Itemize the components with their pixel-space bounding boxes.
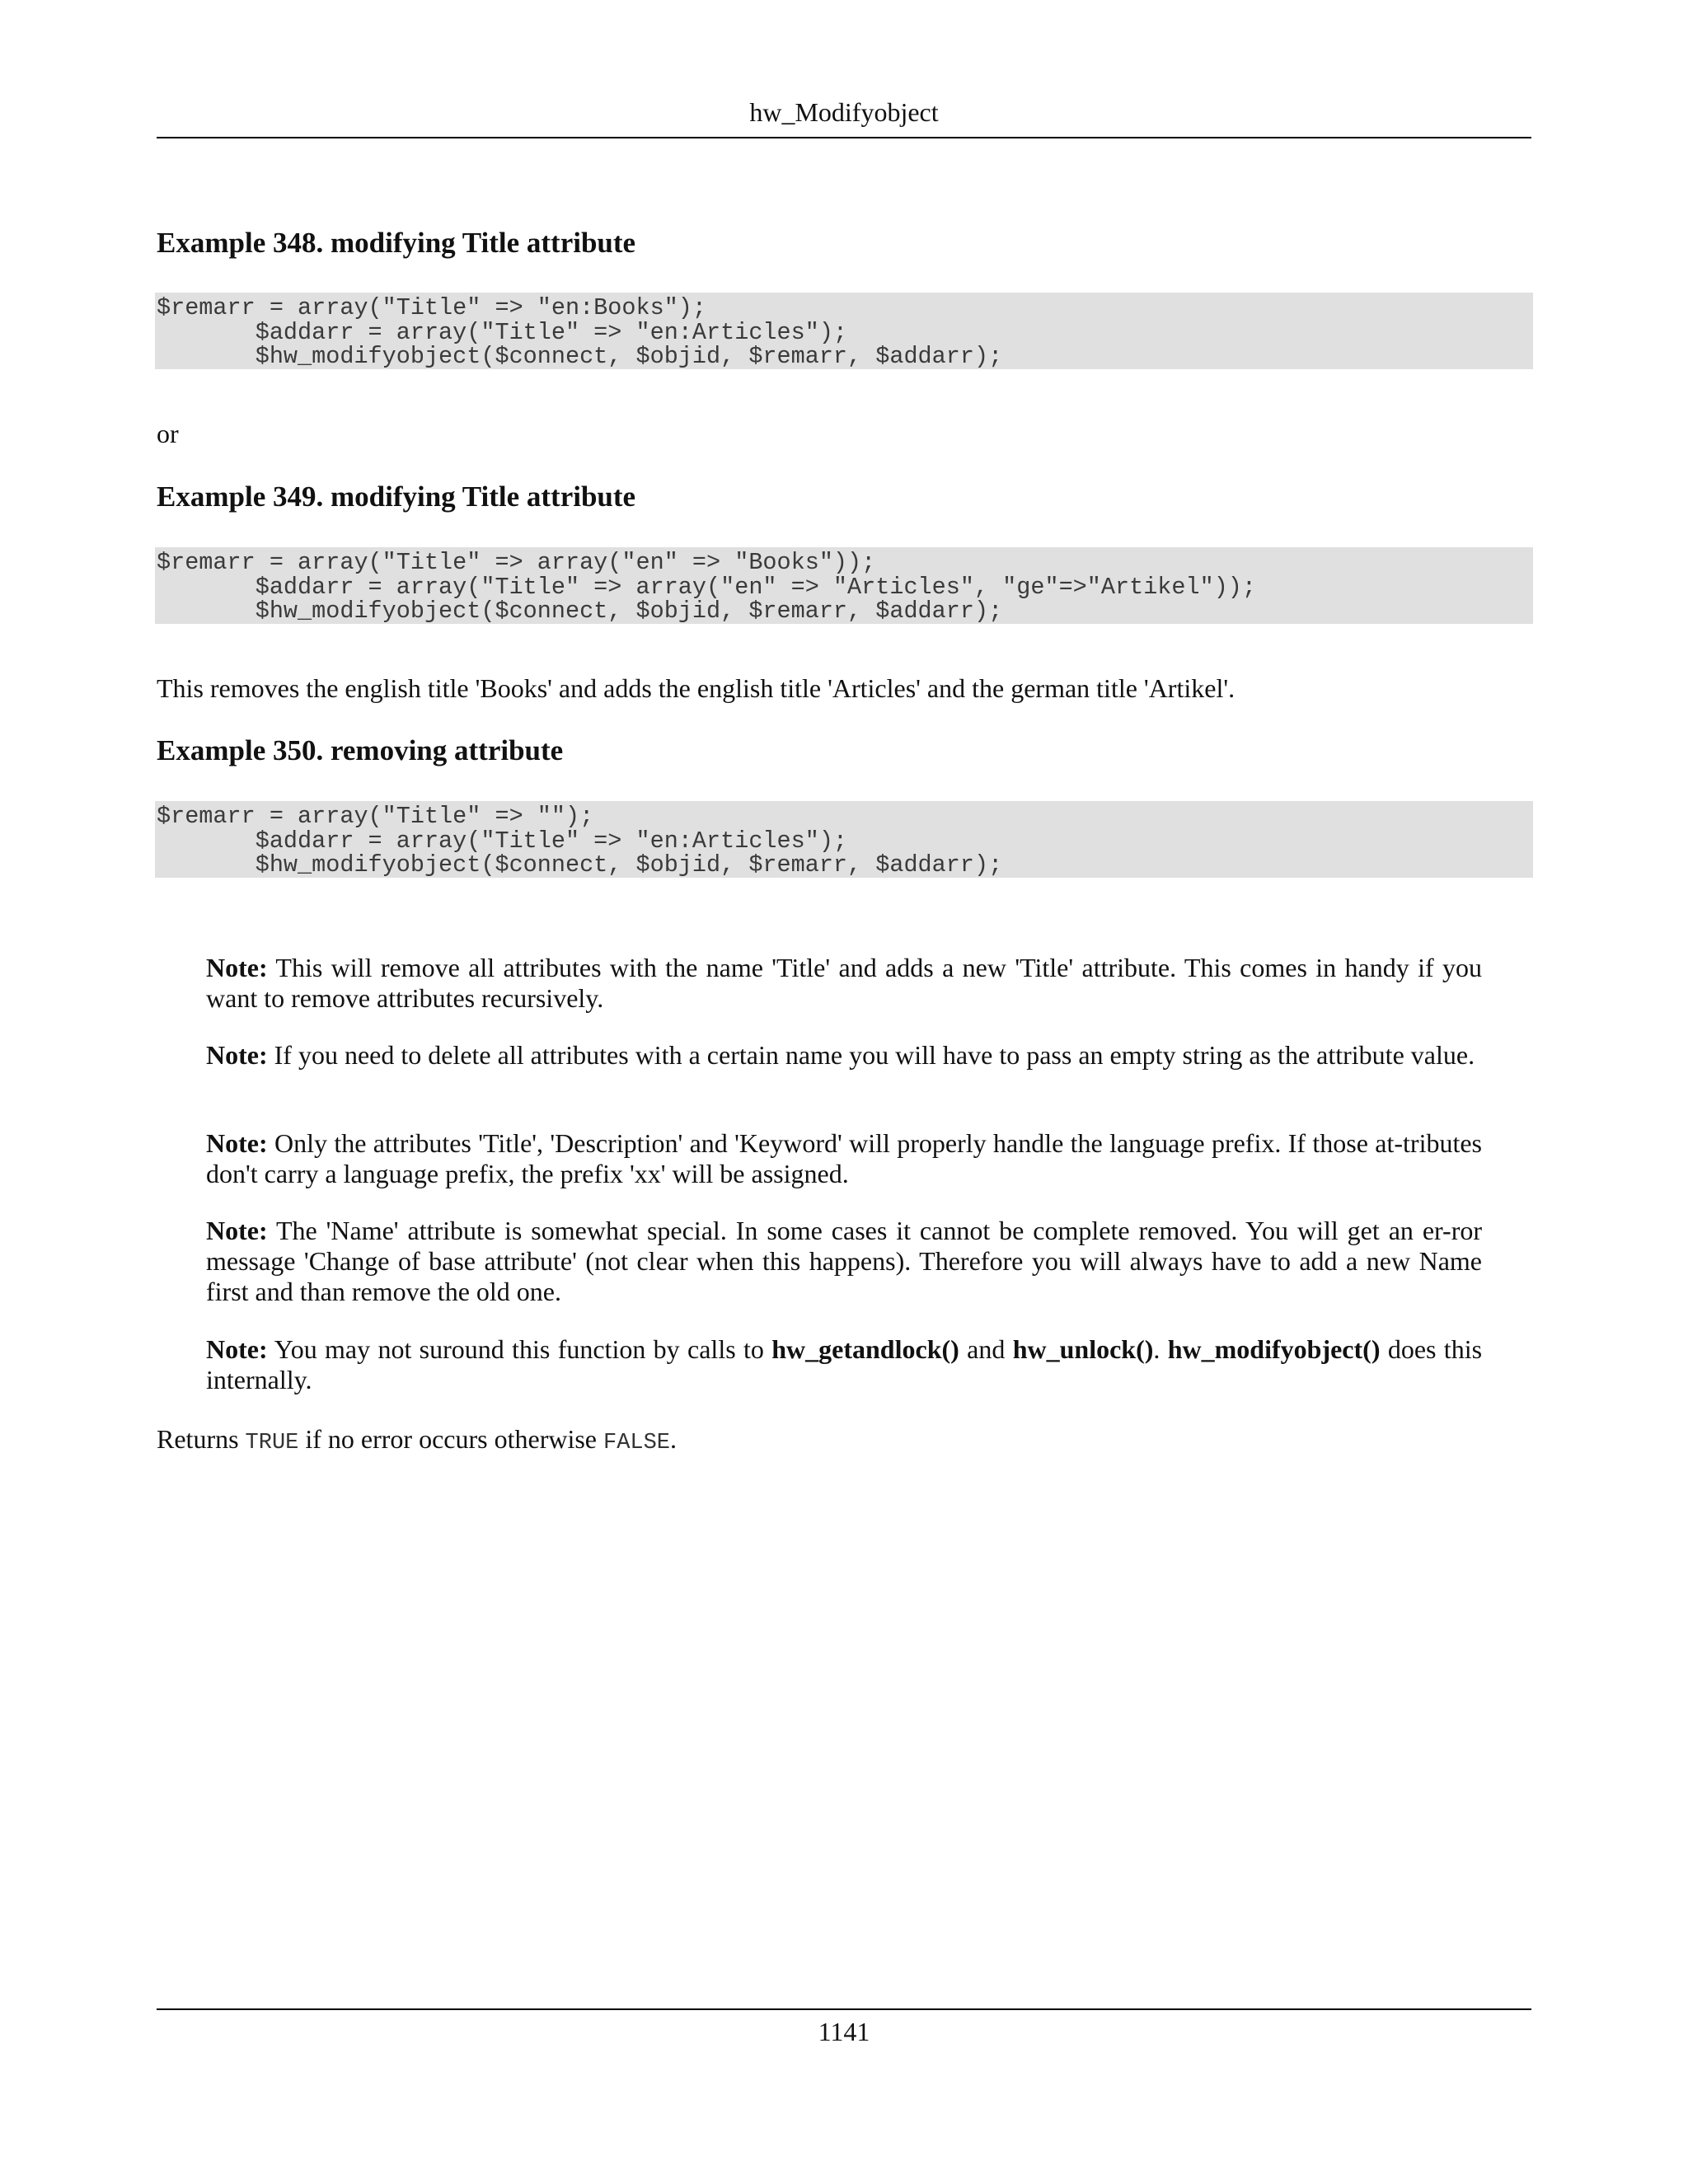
function-name-modifyobject: hw_modifyobject() [1167, 1334, 1381, 1364]
function-name-getandlock: hw_getandlock() [771, 1334, 959, 1364]
example-349-title: Example 349. modifying Title attribute [157, 480, 636, 513]
returns-text: . [670, 1424, 678, 1454]
note-text: If you need to delete all attributes with a certain name you will have to pass an empty string as the attribute value. [274, 1040, 1475, 1070]
note-5 [206, 1334, 1482, 1395]
page-number: 1141 [818, 2017, 870, 2046]
code-block-350 [155, 801, 1533, 878]
note-text: and [967, 1334, 1006, 1364]
note-3 [206, 1128, 1482, 1189]
example-348-title: Example 348. modifying Title attribute [157, 227, 636, 259]
note-text: . [1153, 1334, 1160, 1364]
header-rule [157, 137, 1531, 138]
note-text: Only the attributes 'Title', 'Description' and 'Keyword' will properly handle the language prefix. If those at-tributes don't carry a language prefix, the prefix 'xx' will be assigned. [206, 1128, 1483, 1188]
true-constant: TRUE [245, 1431, 299, 1455]
code-line: $addarr = array("Title" => "en:Articles"); [157, 318, 848, 346]
false-constant: FALSE [603, 1431, 671, 1455]
returns-paragraph [157, 1423, 1531, 1459]
note-label: Note: [206, 1040, 268, 1070]
note-text: The 'Name' attribute is somewhat special. In some cases it cannot be complete removed. You will get an er-ror message 'Change of base attribute' (not clear when this happens). Therefore you will always have to add a new Name first and than remove the old one. [206, 1216, 1483, 1306]
code-line: $addarr = array("Title" => array("en" => "Articles", "ge"=>"Artikel")); [157, 573, 1257, 601]
returns-text: Returns [157, 1424, 239, 1454]
note-1 [206, 953, 1482, 1014]
note-label: Note: [206, 1334, 268, 1364]
example-350-title: Example 350. removing attribute [157, 734, 564, 766]
code-block-348 [155, 293, 1533, 369]
note-label: Note: [206, 953, 268, 982]
returns-text: if no error occurs otherwise [305, 1424, 597, 1454]
code-line: $hw_modifyobject($connect, $objid, $remarr, $addarr); [157, 851, 1003, 879]
note-text: This will remove all attributes with the name 'Title' and adds a new 'Title' attribute. This comes in handy if you want to remove attributes recursively. [206, 953, 1483, 1013]
code-line: $remarr = array("Title" => "en:Books"); [157, 294, 707, 321]
code-line: $addarr = array("Title" => "en:Articles"); [157, 827, 848, 855]
note-4 [206, 1216, 1482, 1307]
explanation-paragraph: This removes the english title 'Books' and adds the english title 'Articles' and the german title 'Artikel'. [157, 673, 1236, 703]
note-text: does this internally. [206, 1334, 1483, 1394]
code-line: $remarr = array("Title" => array("en" => "Books")); [157, 549, 876, 576]
or-text: or [157, 419, 179, 448]
note-label: Note: [206, 1216, 268, 1245]
note-2 [206, 1040, 1482, 1071]
function-name-unlock: hw_unlock() [1012, 1334, 1154, 1364]
code-line: $hw_modifyobject($connect, $objid, $remarr, $addarr); [157, 598, 1003, 625]
code-line: $hw_modifyobject($connect, $objid, $remarr, $addarr); [157, 343, 1003, 370]
note-text: You may not suround this function by calls to [274, 1334, 764, 1364]
footer-rule [157, 2008, 1531, 2010]
code-line: $remarr = array("Title" => ""); [157, 803, 594, 830]
note-label: Note: [206, 1128, 268, 1158]
running-header: hw_Modifyobject [749, 97, 939, 127]
code-block-349 [155, 547, 1533, 624]
